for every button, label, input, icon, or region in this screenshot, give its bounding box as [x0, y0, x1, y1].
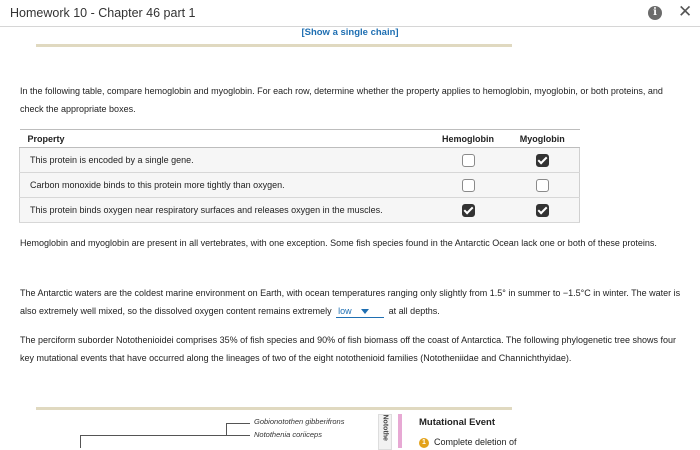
tree-branch [226, 423, 227, 436]
paragraph-text: at all depths. [388, 305, 440, 316]
close-icon[interactable]: ✕ [678, 2, 693, 21]
section-divider [36, 44, 512, 47]
dropdown-value: low [338, 305, 352, 316]
table-row [20, 198, 580, 223]
intro-paragraph: In the following table, compare hemoglobin and myoglobin. For each row, determine whether the property applies to hemoglobin, myoglobin, or both proteins, and check the appropriate boxes. [20, 86, 663, 114]
chevron-down-icon [361, 309, 369, 314]
show-single-chain-link[interactable]: [Show a single chain] [301, 27, 399, 38]
table-row [20, 148, 580, 173]
event-number-badge: 1 [419, 438, 429, 448]
mutational-event-item [419, 437, 517, 448]
column-header-property: Property [20, 130, 432, 148]
property-cell: This protein is encoded by a single gene. [20, 148, 432, 173]
myoglobin-checkbox[interactable] [536, 154, 549, 167]
paragraph-notothenioidei: The perciform suborder Notothenioidei comprises 35% of fish species and 90% of fish biomass off the coast of Antarctica. The following phylogenetic tree shows four key mutational events that have occurred along the lineages of two of the eight notothenioid families (Nototheniidae and Channichthyidae). [20, 335, 677, 363]
table-row [20, 173, 580, 198]
title-bar [0, 0, 700, 27]
window-title: Homework 10 - Chapter 46 part 1 [10, 6, 196, 20]
paragraph-vertebrates: Hemoglobin and myoglobin are present in all vertebrates, with one exception. Some fish species found in the Antarctic Ocean lack one or both of these proteins. [20, 238, 657, 248]
species-label: Gobionotothen gibberifrons [254, 417, 345, 426]
tree-branch [80, 435, 81, 448]
table-header-row [20, 130, 580, 148]
hemoglobin-checkbox[interactable] [462, 154, 475, 167]
event-text: Complete deletion of [434, 437, 517, 447]
paragraph-text: The Antarctic waters are the coldest marine environment on Earth, with ocean temperatures ranging only slightly from 1.5° in summer to −1.5°C in winter. The water is also extremely well mixed, so the dissolved oxygen content remains extremely [20, 288, 681, 316]
hemoglobin-checkbox[interactable] [462, 204, 475, 217]
info-icon[interactable]: i [648, 6, 662, 20]
property-cell: Carbon monoxide binds to this protein more tightly than oxygen. [20, 173, 432, 198]
family-tag-label: Notothe [381, 414, 389, 441]
paragraph-antarctic-waters [20, 285, 682, 320]
column-header-hemoglobin: Hemoglobin [431, 130, 505, 148]
comparison-table [19, 129, 580, 223]
myoglobin-checkbox[interactable] [536, 179, 549, 192]
species-label: Notothenia coriiceps [254, 430, 322, 439]
mutational-event-title: Mutational Event [419, 417, 496, 428]
tree-branch [80, 435, 250, 436]
property-cell: This protein binds oxygen near respiratory surfaces and releases oxygen in the muscles. [20, 198, 432, 223]
myoglobin-checkbox[interactable] [536, 204, 549, 217]
hemoglobin-checkbox[interactable] [462, 179, 475, 192]
family-tag [378, 414, 392, 450]
family-color-bar [398, 414, 402, 448]
column-header-myoglobin: Myoglobin [505, 130, 580, 148]
phylogenetic-tree [0, 410, 700, 448]
oxygen-content-dropdown[interactable] [336, 305, 384, 318]
tree-branch [226, 423, 250, 424]
